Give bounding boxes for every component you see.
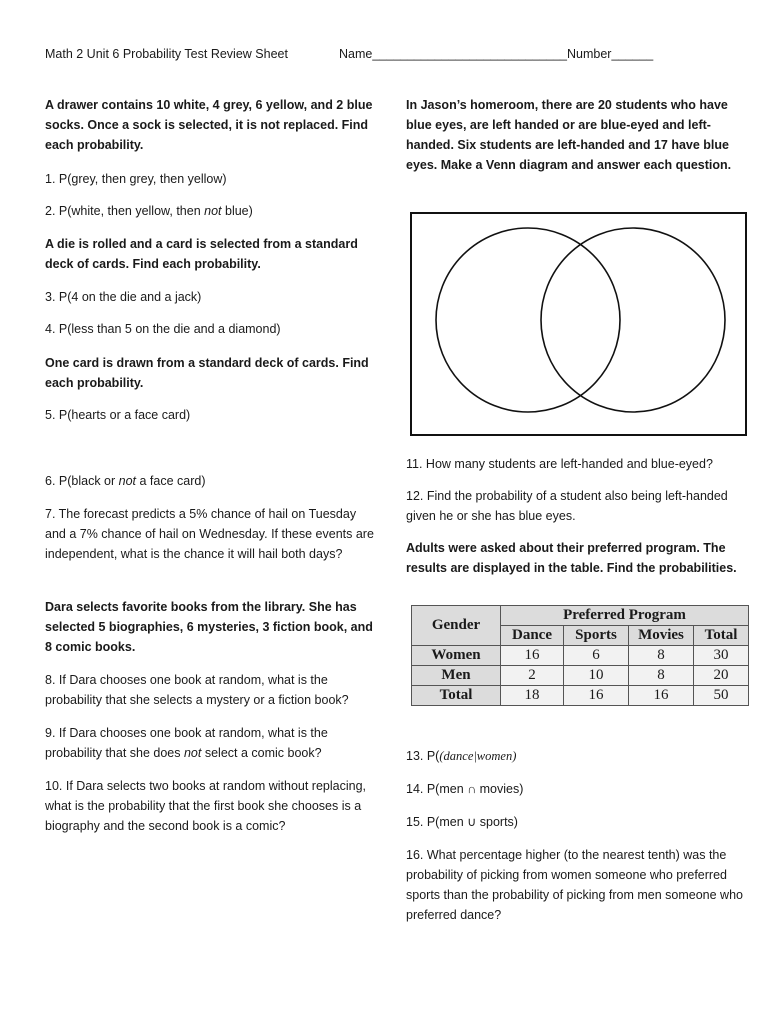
cell: 20 bbox=[694, 666, 749, 686]
row-label-women: Women bbox=[412, 646, 501, 666]
table-row bbox=[412, 686, 749, 706]
question-11: 11. How many students are left-handed and blue-eyed? bbox=[406, 457, 713, 471]
venn-right-circle bbox=[541, 228, 725, 412]
cell: 10 bbox=[564, 666, 629, 686]
venn-diagram bbox=[410, 212, 747, 436]
column-header-total: Total bbox=[694, 626, 749, 646]
question-12: 12. Find the probability of a student also being left-handed given he or she has blue eyes. bbox=[406, 489, 728, 523]
question-13: 13. P((dance|women) bbox=[406, 749, 517, 763]
cell: 30 bbox=[694, 646, 749, 666]
question-6: 6. P(black or not a face card) bbox=[45, 474, 206, 488]
program-table bbox=[411, 605, 749, 706]
table-row bbox=[412, 646, 749, 666]
row-label-total: Total bbox=[412, 686, 501, 706]
cell: 16 bbox=[629, 686, 694, 706]
cell: 8 bbox=[629, 646, 694, 666]
venn-left-circle bbox=[436, 228, 620, 412]
cell: 16 bbox=[564, 686, 629, 706]
die-card-intro: A die is rolled and a card is selected from a standard deck of cards. Find each probability. bbox=[45, 237, 358, 271]
question-14: 14. P(men ∩ movies) bbox=[406, 782, 524, 796]
question-2: 2. P(white, then yellow, then not blue) bbox=[45, 204, 253, 218]
cell: 2 bbox=[501, 666, 564, 686]
question-10: 10. If Dara selects two books at random without replacing, what is the probability that the first book she chooses is a biography and the second book is a comic? bbox=[45, 779, 366, 833]
question-16: 16. What percentage higher (to the nearest tenth) was the probability of picking from women someone who preferred sports than the probability of picking from men someone who preferred dance? bbox=[406, 848, 743, 922]
question-9: 9. If Dara chooses one book at random, what is the probability that she does not select a comic book? bbox=[45, 726, 328, 760]
card-intro: One card is drawn from a standard deck of cards. Find each probability. bbox=[45, 356, 369, 390]
books-intro: Dara selects favorite books from the library. She has selected 5 biographies, 6 mysteries, 3 fiction book, and 8 comic books. bbox=[45, 600, 373, 654]
name-number-line: Name____________________________Number______ bbox=[339, 47, 654, 61]
cell: 8 bbox=[629, 666, 694, 686]
socks-intro: A drawer contains 10 white, 4 grey, 6 yellow, and 2 blue socks. Once a sock is selected, it is not replaced. Find each probability. bbox=[45, 98, 373, 152]
preferred-program-header: Preferred Program bbox=[501, 606, 749, 626]
worksheet-title: Math 2 Unit 6 Probability Test Review Sheet bbox=[45, 47, 288, 61]
cell: 50 bbox=[694, 686, 749, 706]
cell: 16 bbox=[501, 646, 564, 666]
question-1: 1. P(grey, then grey, then yellow) bbox=[45, 172, 227, 186]
question-3: 3. P(4 on the die and a jack) bbox=[45, 290, 202, 304]
table-intro: Adults were asked about their preferred program. The results are displayed in the table. Find the probabilities. bbox=[406, 541, 737, 575]
question-8: 8. If Dara chooses one book at random, what is the probability that she selects a mystery or a fiction book? bbox=[45, 673, 349, 707]
column-header-dance: Dance bbox=[501, 626, 564, 646]
question-5: 5. P(hearts or a face card) bbox=[45, 408, 191, 422]
row-label-men: Men bbox=[412, 666, 501, 686]
homeroom-intro: In Jason’s homeroom, there are 20 students who have blue eyes, are left handed or are blue-eyed and left-handed. Six students are left-handed and 17 have blue eyes. Make a Venn diagram and answer each question. bbox=[406, 98, 732, 172]
cell: 6 bbox=[564, 646, 629, 666]
question-15: 15. P(men ∪ sports) bbox=[406, 815, 518, 829]
table-row bbox=[412, 666, 749, 686]
question-7: 7. The forecast predicts a 5% chance of hail on Tuesday and a 7% chance of hail on Wednesday. If these events are independent, what is the chance it will hail both days? bbox=[45, 507, 374, 561]
question-4: 4. P(less than 5 on the die and a diamond) bbox=[45, 322, 281, 336]
column-header-sports: Sports bbox=[564, 626, 629, 646]
column-header-movies: Movies bbox=[629, 626, 694, 646]
gender-header: Gender bbox=[412, 606, 501, 646]
cell: 18 bbox=[501, 686, 564, 706]
